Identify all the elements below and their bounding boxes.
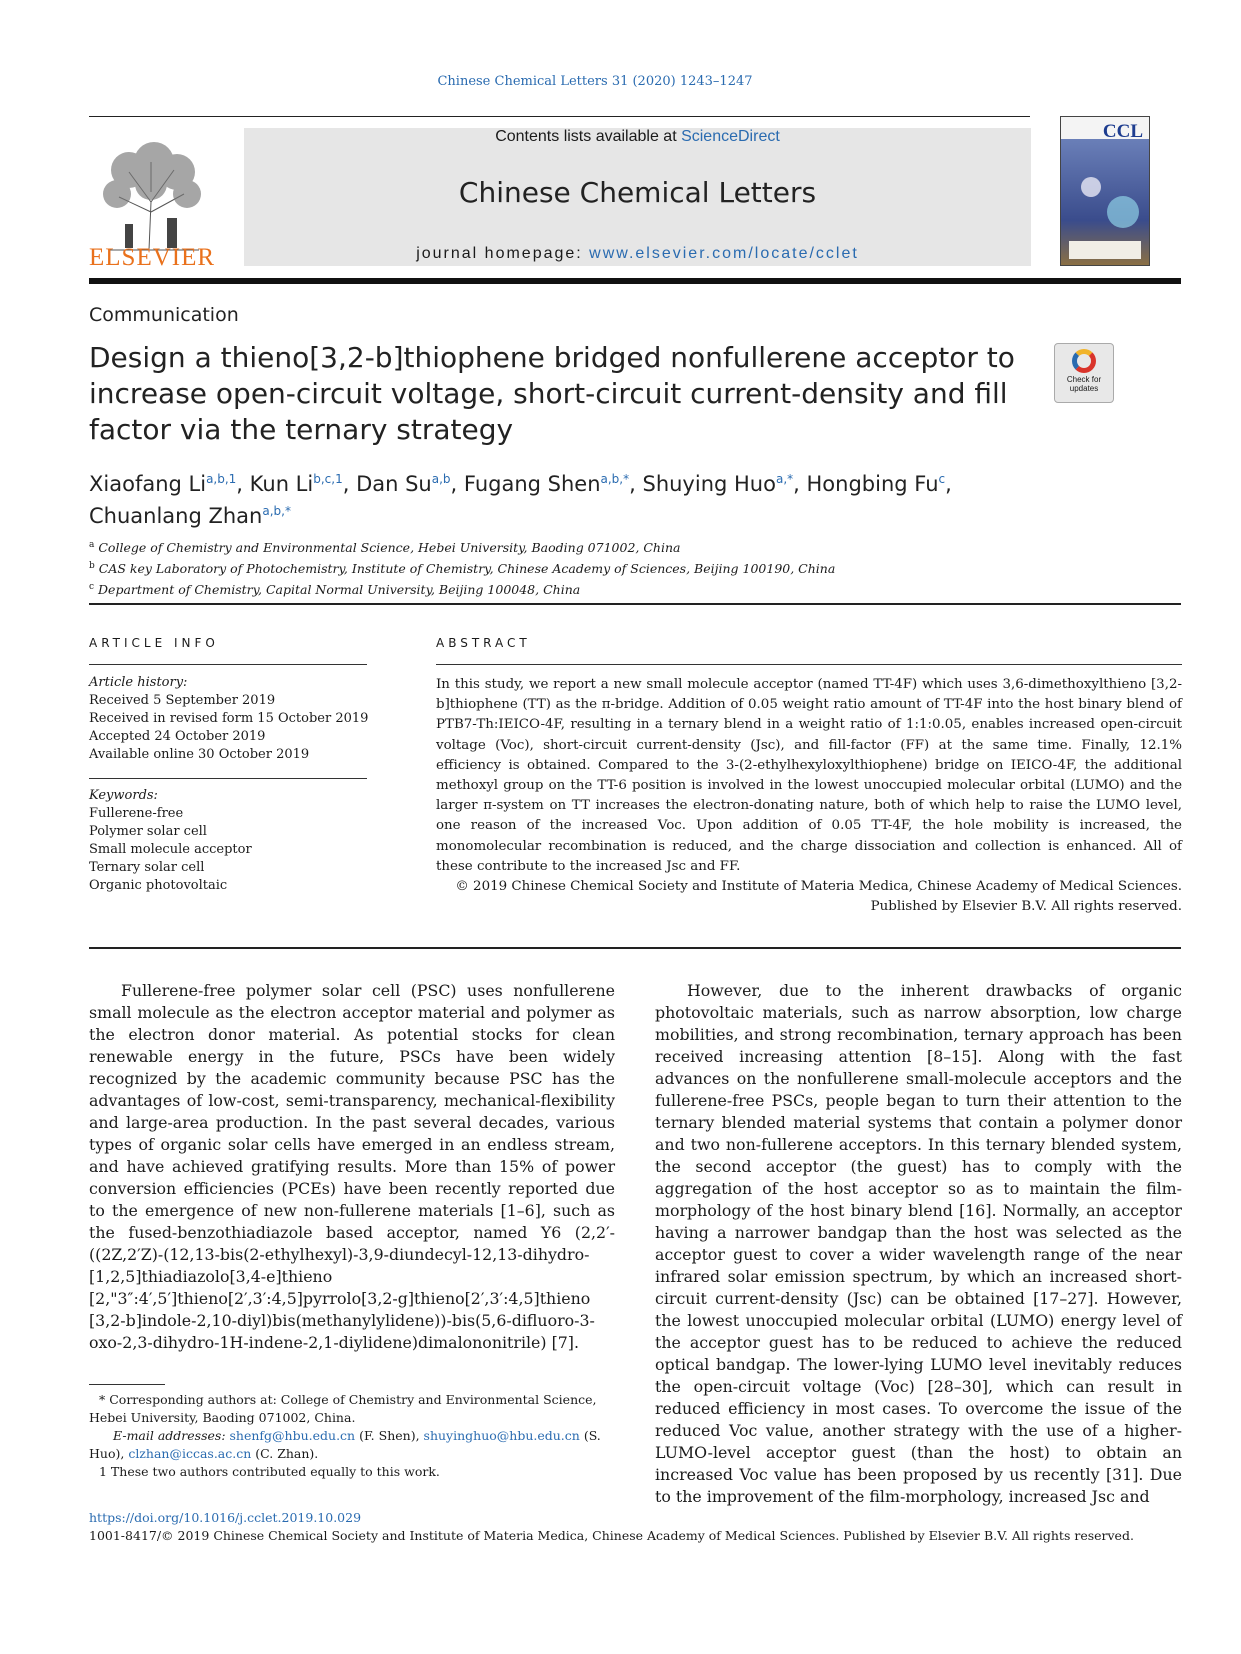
email-link[interactable]: shuyinghuo@hbu.edu.cn <box>423 1428 580 1443</box>
journal-banner <box>244 128 1031 266</box>
journal-title: Chinese Chemical Letters <box>458 176 817 209</box>
abstract-rule <box>436 664 1182 665</box>
author[interactable]: Xiaofang Li <box>89 472 207 496</box>
affiliations <box>89 536 835 599</box>
keyword: Fullerene-free <box>89 806 184 821</box>
author-affil-marker[interactable]: a,b <box>431 472 451 486</box>
keyword: Small molecule acceptor <box>89 842 252 857</box>
check-updates-icon <box>1072 349 1096 373</box>
body-paragraph: Fullerene-free polymer solar cell (PSC) uses nonfullerene small molecule as the electron acceptor material and polymer as the electron donor material. As potential stocks for clean renewable energy in the future, PSCs have been widely recognized by the academic community because PSC has the advantages of low-cost, semi-transparency, mechanical-flexibility and large-area production. In the past several decades, various types of organic solar cells have emerged in an endless stream, and have achieved gratifying results. More than 15% of power conversion efficiencies (PCEs) have been recently reported due to the emergence of new non-fullerene materials [1–6], such as the fused-benzothiadiazole based acceptor, named Y6 (2,2′-((2Z,2′Z)-(12,13-bis(2-ethylhexyl)-3,9-diundecyl-12,13-dihydro-[1,2,5]thiadiazolo[3,4-e]thieno [2,"3″:4′,5′]thieno[2′,3′:4,5]pyrrolo[3,2-g]thieno[2′,3′:4,5]thieno [3,2-b]indole-2,10-diyl)bis(methanylylidene))-bis(5,6-difluoro-3-oxo-2,3-dihydro-1H-indene-2,1-diylidene)dimalononitrile) [7]. <box>89 981 615 1352</box>
journal-reference[interactable]: Chinese Chemical Letters 31 (2020) 1243–1247 <box>437 74 753 89</box>
doi-link[interactable]: https://doi.org/10.1016/j.cclet.2019.10.029 <box>89 1510 362 1525</box>
contents-line: Contents lists available at ScienceDirect <box>495 128 780 145</box>
author[interactable]: Dan Su <box>356 472 432 496</box>
keyword: Polymer solar cell <box>89 824 207 839</box>
author-affil-marker[interactable]: a,b,* <box>262 504 291 518</box>
history-item: Received in revised form 15 October 2019 <box>89 711 369 726</box>
author[interactable]: Kun Li <box>249 472 314 496</box>
header-thick-rule <box>89 278 1181 284</box>
author-list: Xiaofang Li$^{a,b,1}$, Kun Li$^{b,c,1}$, Dan Su$^{a,b}$, Fugang Shen$^{a,b,*}$, Shuying Huo$^{a,*}$, Hongbing Fu$^c$, Chuanlang Zhan$^{a,b,*}$ <box>89 472 952 528</box>
abstract-copyright: © 2019 Chinese Chemical Society and Institute of Materia Medica, Chinese Academy of Medical Sciences. Published by Elsevier B.V. All rights reserved. <box>455 879 1182 915</box>
footnote-rule <box>89 1384 165 1385</box>
body-column-right <box>655 980 1182 1508</box>
check-updates-label: Check for updates <box>1066 375 1102 393</box>
footnotes <box>89 1391 615 1481</box>
affiliation: $^a$ College of Chemistry and Environmental Science, Hebei University, Baoding 071002, China <box>89 540 681 556</box>
author[interactable]: Chuanlang Zhan <box>89 504 263 528</box>
article-info-heading: ARTICLE INFO <box>89 636 219 650</box>
article-title: Design a thieno[3,2-b]thiophene bridged nonfullerene acceptor to increase open-circuit voltage, short-circuit current-density and fill factor via the ternary strategy <box>89 341 1015 446</box>
history-item: Received 5 September 2019 <box>89 693 276 708</box>
author[interactable]: Fugang Shen <box>463 472 601 496</box>
author-affil-marker[interactable]: c <box>938 472 946 486</box>
author[interactable]: Hongbing Fu <box>806 472 939 496</box>
section-rule <box>89 603 1181 605</box>
check-for-updates-badge[interactable] <box>1054 343 1114 403</box>
homepage-link[interactable]: www.elsevier.com/locate/cclet <box>589 245 859 262</box>
issn-copyright: 1001-8417/© 2019 Chinese Chemical Society and Institute of Materia Medica, Chinese Academy of Medical Sciences. Published by Elsevier B.V. All rights reserved. <box>89 1528 1134 1543</box>
section-rule <box>89 947 1181 949</box>
corresponding-footnote: * Corresponding authors at: College of Chemistry and Environmental Science, Hebei University, Baoding 071002, China. <box>89 1392 597 1425</box>
keyword: Organic photovoltaic <box>89 878 228 893</box>
homepage-line: journal homepage: www.elsevier.com/locate/cclet <box>416 245 859 262</box>
elsevier-wordmark: ELSEVIER <box>89 244 216 271</box>
email-footnote: E-mail addresses: shenfg@hbu.edu.cn (F. Shen), shuyinghuo@hbu.edu.cn (S. Huo), clzhan@iccas.ac.cn (C. Zhan). <box>89 1428 601 1461</box>
affiliation: $^c$ Department of Chemistry, Capital Normal University, Beijing 100048, China <box>89 582 581 598</box>
header-rule <box>89 116 1030 117</box>
sciencedirect-link[interactable]: ScienceDirect <box>681 128 780 145</box>
cover-title: CCL <box>1102 121 1143 142</box>
author-affil-marker[interactable]: a,* <box>775 472 794 486</box>
email-link[interactable]: shenfg@hbu.edu.cn <box>229 1428 356 1443</box>
keywords-rule <box>89 778 367 779</box>
author-affil-marker[interactable]: a,b,* <box>600 472 630 486</box>
journal-cover-image <box>1060 116 1150 266</box>
affiliation: $^b$ CAS key Laboratory of Photochemistry, Institute of Chemistry, Chinese Academy of Sciences, Beijing 100190, China <box>89 561 836 577</box>
article-type: Communication <box>89 304 239 326</box>
email-link[interactable]: clzhan@iccas.ac.cn <box>128 1446 252 1461</box>
keyword: Ternary solar cell <box>89 860 205 875</box>
info-rule <box>89 664 367 665</box>
author-affil-marker[interactable]: b,c,1 <box>313 472 343 486</box>
history-item: Available online 30 October 2019 <box>89 747 310 762</box>
body-column-left <box>89 980 615 1354</box>
article-history: Article history: Received 5 September 2019 Received in revised form 15 October 2019 Accepted 24 October 2019 Available online 30 October 2019 <box>89 675 369 762</box>
history-item: Accepted 24 October 2019 <box>89 729 266 744</box>
author[interactable]: Shuying Huo <box>642 472 776 496</box>
abstract-text: In this study, we report a new small molecule acceptor (named TT-4F) which uses 3,6-dimethoxylthieno [3,2-b]thiophene (TT) as the π-bridge. Addition of 0.05 weight ratio amount of TT-4F into the host binary blend of PTB7-Th:IEICO-4F, resulting in a ternary blend in a weight ratio of 1:1:0.05, enables increased open-circuit voltage (Voc), short-circuit current-density (Jsc), and fill-factor (FF) at the same time. Finally, 12.1% efficiency is obtained. Compared to the 3-(2-ethylhexyloxylthiophene) bridge on IEICO-4F, the additional methoxyl group on the TT-6 position is involved in the lowest unoccupied molecular orbital (LUMO) and the larger π-system on TT increases the electron-donating nature, both of which help to raise the LUMO level, one reason of the increased Voc. Upon addition of 0.05 TT-4F, the hole mobility is increased, the monomolecular recombination is reduced, and the charge dissociation and collection is enhanced. All of these contribute to the increased Jsc and FF. <box>436 677 1182 874</box>
abstract-heading: ABSTRACT <box>436 636 531 650</box>
author-affil-marker[interactable]: a,b,1 <box>206 472 237 486</box>
body-paragraph: However, due to the inherent drawbacks of organic photovoltaic materials, such as narrow absorption, low charge mobilities, and strong recombination, ternary approach has been received increasing attention [8–15]. Along with the fast advances on the nonfullerene small-molecule acceptors and the fullerene-free PSCs, people began to turn their attention to the ternary blended material systems that contain a polymer donor and two non-fullerene acceptors. In this ternary blended system, the second acceptor (the guest) has to comply with the aggregation of the host acceptor so as to maintain the film-morphology of the host binary blend [16]. Normally, an acceptor having a narrower bandgap than the host was selected as the acceptor guest to cover a wider wavelength range of the near infrared solar emission spectrum, by which an increased short-circuit current-density (Jsc) can be obtained [17–27]. However, the lowest unoccupied molecular orbital (LUMO) energy level of the acceptor guest has to be reduced to achieve the reduced optical bandgap. The lower-lying LUMO level inevitably reduces the open-circuit voltage (Voc) [28–30], which can result in reduced efficiency in most cases. To overcome the issue of the reduced Voc value, another strategy with the use of a higher-LUMO-level acceptor guest (than the host) to obtain an increased Voc value has been proposed by us recently [31]. Due to the improvement of the film-morphology, increased Jsc and <box>655 981 1182 1506</box>
keywords: Keywords: Fullerene-free Polymer solar cell Small molecule acceptor Ternary solar cell Organic photovoltaic <box>89 788 252 893</box>
equal-contribution-footnote: 1 These two authors contributed equally to this work. <box>99 1464 440 1479</box>
